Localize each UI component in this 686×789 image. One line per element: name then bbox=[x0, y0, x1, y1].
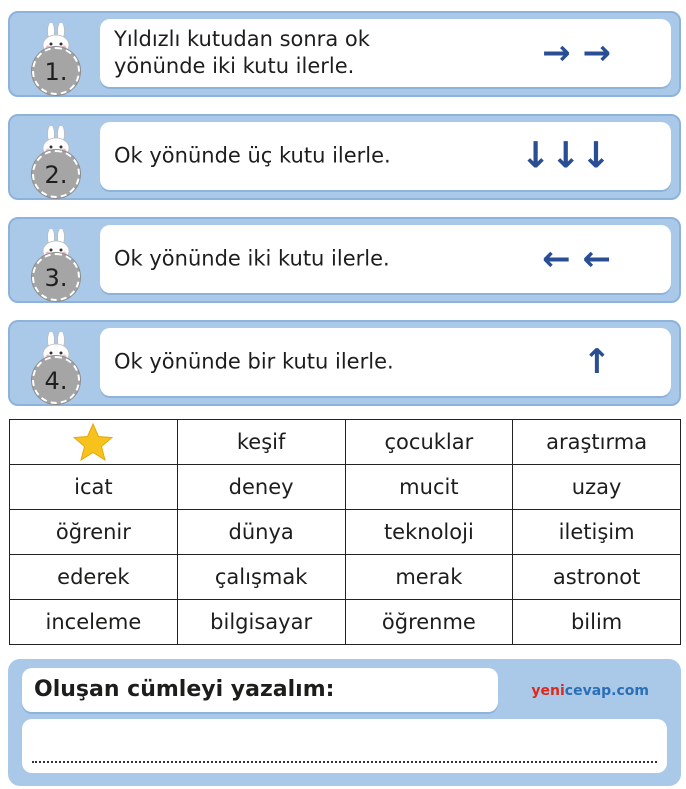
up-arrow-icon: ↑ bbox=[582, 342, 611, 382]
grid-cell: inceleme bbox=[10, 600, 178, 645]
instruction-step-1 bbox=[8, 11, 681, 97]
grid-cell: öğrenir bbox=[10, 510, 178, 555]
instruction-step-4 bbox=[8, 320, 681, 406]
grid-cell: teknoloji bbox=[345, 510, 513, 555]
grid-cell: bilim bbox=[513, 600, 681, 645]
step-number: 4. bbox=[32, 356, 80, 404]
instruction-text: Ok yönünde üç kutu ilerle. bbox=[114, 143, 391, 168]
dotted-writing-line bbox=[32, 761, 657, 763]
instruction-text: Ok yönünde iki kutu ilerle. bbox=[114, 246, 390, 271]
step-number: 2. bbox=[32, 150, 80, 198]
down-arrows-icon: ↓↓↓ bbox=[520, 135, 611, 177]
bunny-badge bbox=[30, 23, 84, 93]
grid-cell: iletişim bbox=[513, 510, 681, 555]
grid-cell: merak bbox=[345, 555, 513, 600]
left-arrows-icon: ← ← bbox=[542, 239, 611, 279]
grid-cell: araştırma bbox=[513, 420, 681, 465]
grid-cell: keşif bbox=[177, 420, 345, 465]
grid-cell: uzay bbox=[513, 465, 681, 510]
star-icon bbox=[73, 423, 113, 461]
instruction-step-3 bbox=[8, 217, 681, 303]
site-logo: yenicevap.com bbox=[531, 683, 649, 699]
grid-row bbox=[10, 510, 681, 555]
grid-cell: çocuklar bbox=[345, 420, 513, 465]
grid-cell: astronot bbox=[513, 555, 681, 600]
grid-cell: bilgisayar bbox=[177, 600, 345, 645]
bunny-badge bbox=[30, 126, 84, 196]
grid-row bbox=[10, 555, 681, 600]
instruction-card bbox=[100, 122, 671, 190]
instruction-step-2 bbox=[8, 114, 681, 200]
grid-row bbox=[10, 600, 681, 645]
answer-header bbox=[22, 668, 498, 712]
grid-cell: deney bbox=[177, 465, 345, 510]
bunny-badge bbox=[30, 332, 84, 402]
grid-row bbox=[10, 420, 681, 465]
grid-cell: icat bbox=[10, 465, 178, 510]
answer-input[interactable] bbox=[22, 719, 667, 773]
instruction-text: Yıldızlı kutudan sonra ok yönünde iki kutu ilerle. bbox=[114, 27, 370, 78]
grid-row bbox=[10, 465, 681, 510]
answer-title: Oluşan cümleyi yazalım: bbox=[34, 677, 335, 702]
right-arrows-icon: → → bbox=[542, 33, 611, 73]
grid-cell: ederek bbox=[10, 555, 178, 600]
grid-cell: dünya bbox=[177, 510, 345, 555]
bunny-badge bbox=[30, 229, 84, 299]
step-number: 3. bbox=[32, 253, 80, 301]
instruction-card bbox=[100, 328, 671, 396]
grid-cell: mucit bbox=[345, 465, 513, 510]
instruction-card bbox=[100, 225, 671, 293]
instruction-card bbox=[100, 19, 671, 87]
answer-panel bbox=[8, 659, 681, 786]
instruction-text: Ok yönünde bir kutu ilerle. bbox=[114, 349, 394, 374]
grid-cell-star bbox=[10, 420, 178, 465]
grid-cell: öğrenme bbox=[345, 600, 513, 645]
step-number: 1. bbox=[32, 47, 80, 95]
grid-cell: çalışmak bbox=[177, 555, 345, 600]
word-grid bbox=[9, 419, 681, 645]
